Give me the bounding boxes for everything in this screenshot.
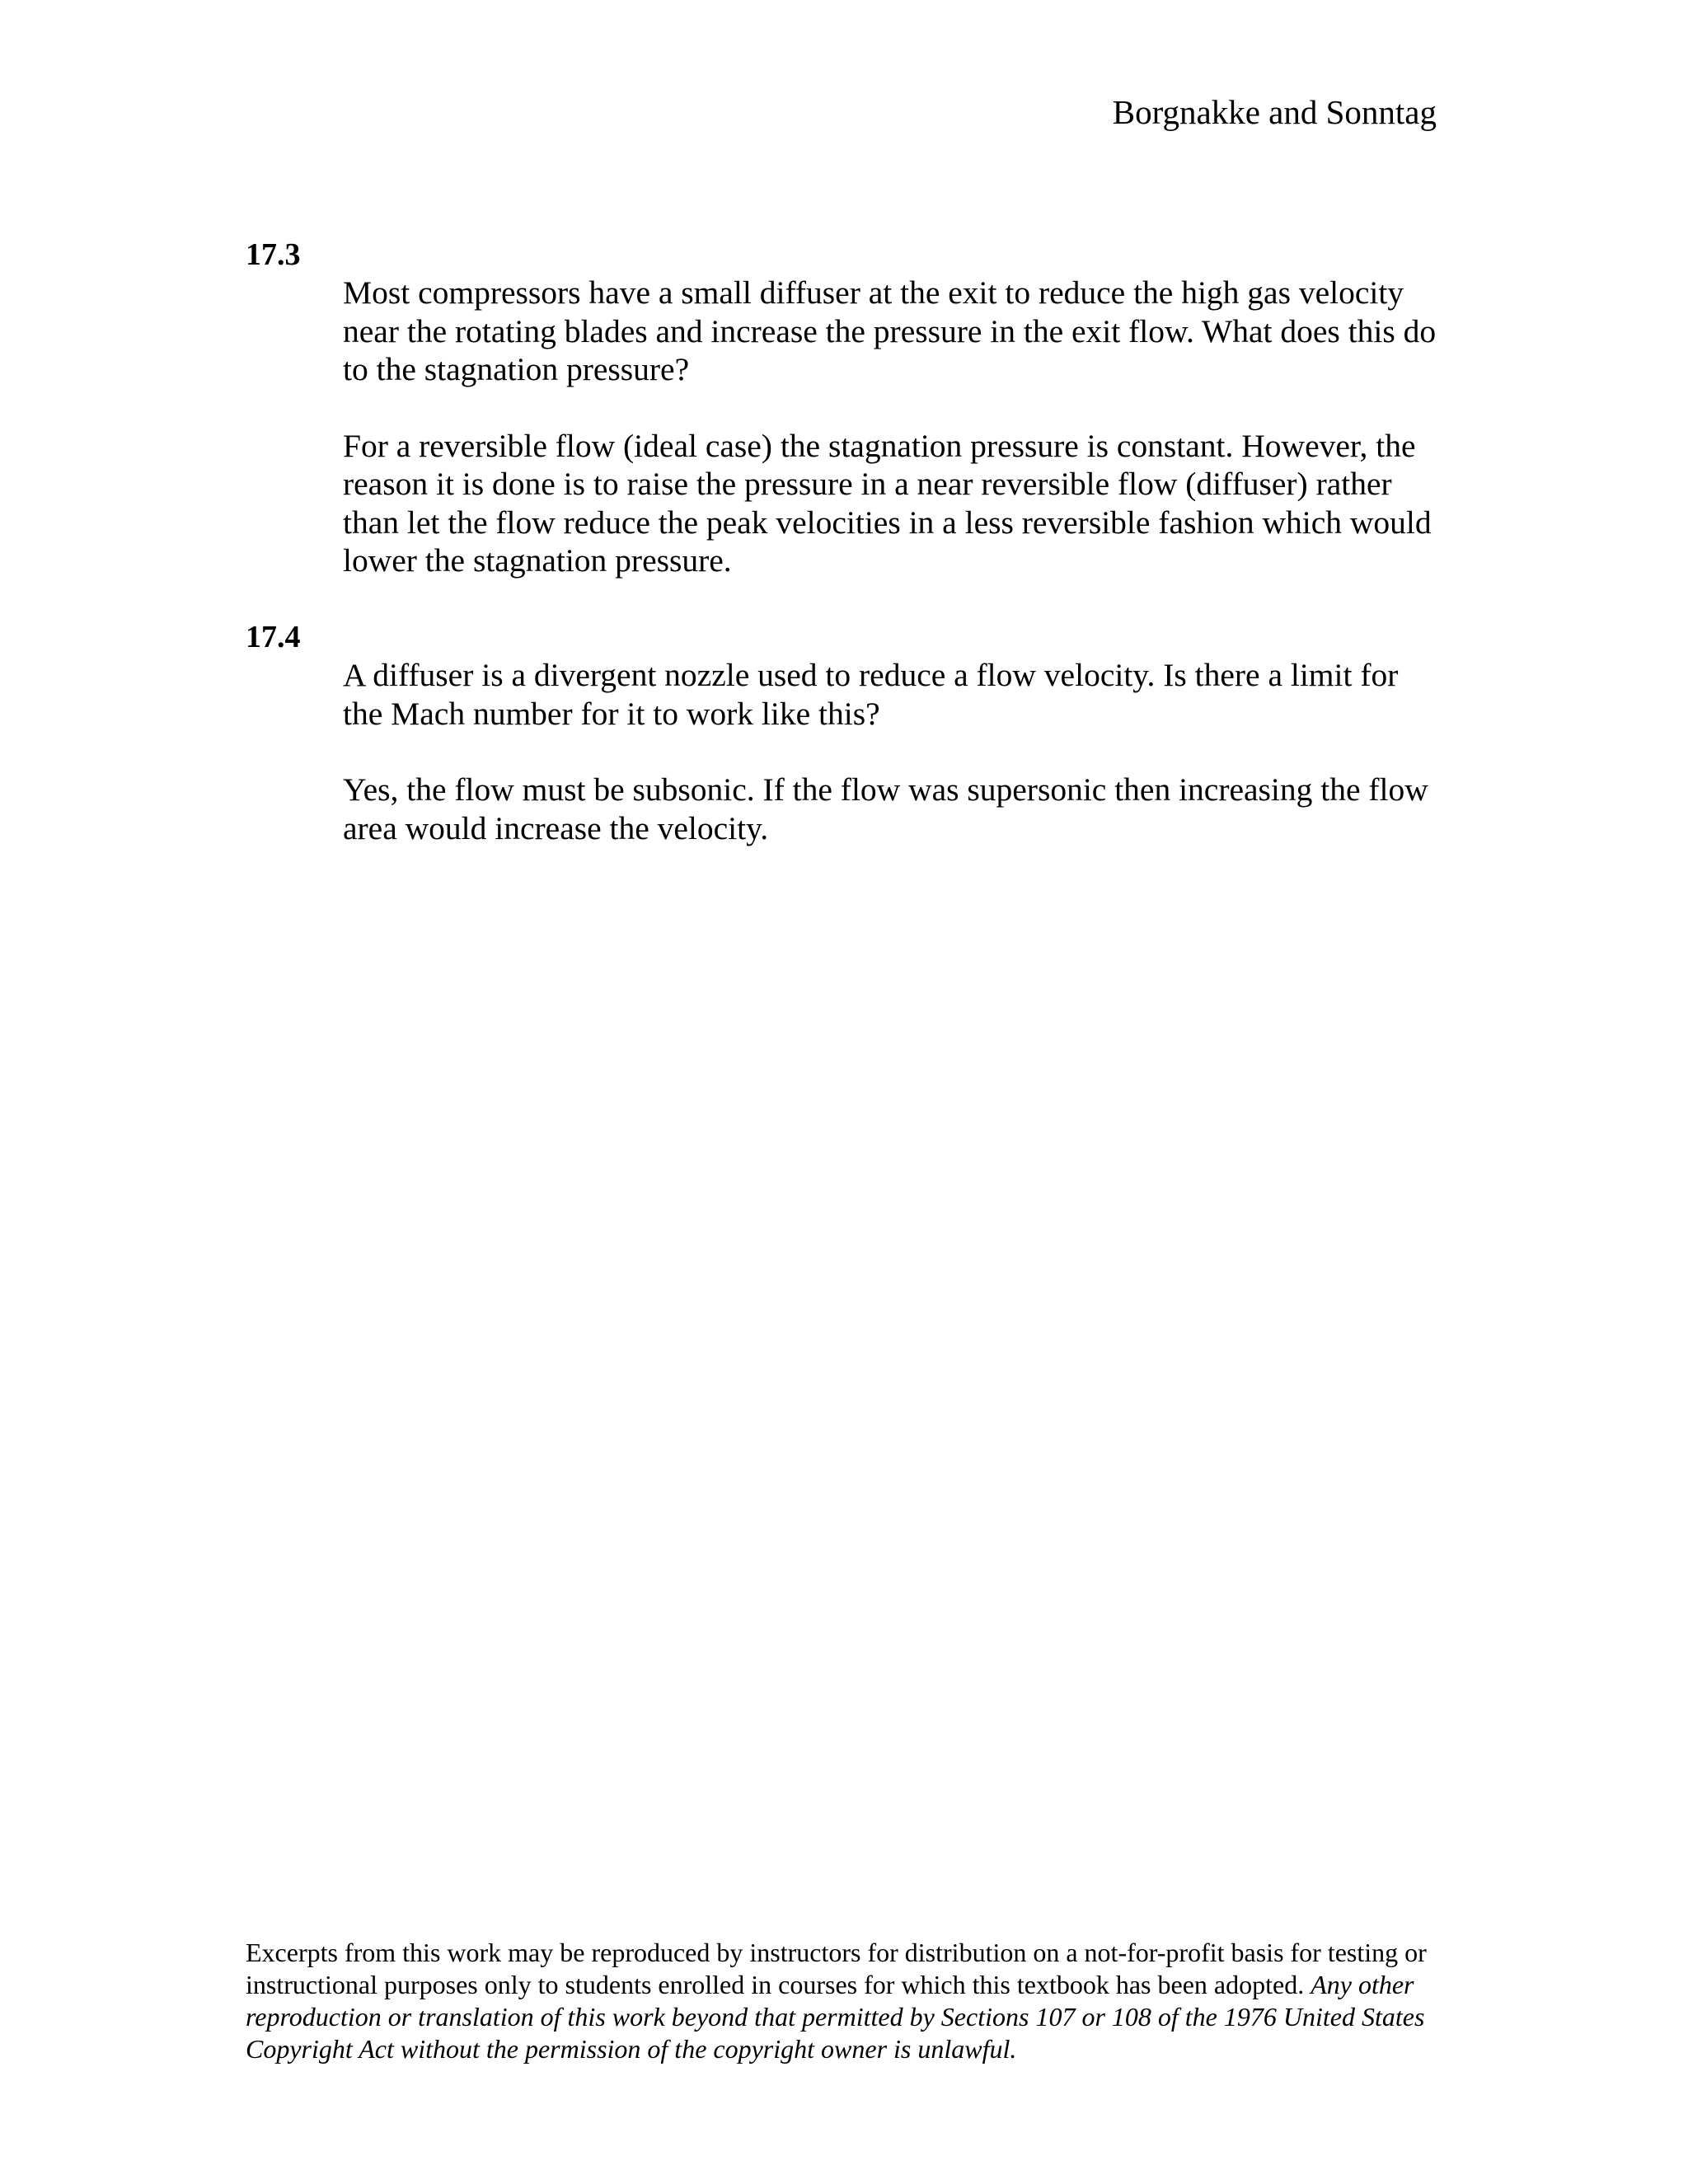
problem-answer: For a reversible flow (ideal case) the stagnation pressure is constant. However, the reason it is done is to raise the pressure in a near reversible flow (diffuser) rather than let the flow reduce the peak velocities in a less reversible fashion which would lower the stagnation pressure. xyxy=(343,427,1432,579)
copyright-footer xyxy=(246,1937,1449,2065)
footer-notice-regular: Excerpts from this work may be reproduced by instructors for distribution on a not-for-profit basis for testing or instructional purposes only to students enrolled in courses for which this textbook has been adopted. xyxy=(246,1938,1427,1999)
problem-answer: Yes, the flow must be subsonic. If the flow was supersonic then increasing the flow area would increase the velocity. xyxy=(343,771,1428,846)
problem-number: 17.4 xyxy=(246,620,301,654)
problem-question: Most compressors have a small diffuser at the exit to reduce the high gas velocity near the rotating blades and increase the pressure in the exit flow. What does this do to the stagnation pressure? xyxy=(343,274,1437,387)
footer-notice-italic: Any other reproduction or translation of this work beyond that permitted by Sections 107 or 108 of the 1976 United States Copyright Act without the permission of the copyright owner is unlawful. xyxy=(246,1970,1425,2064)
problem-number: 17.3 xyxy=(246,237,301,272)
problem-body xyxy=(343,656,1439,847)
running-header: Borgnakke and Sonntag xyxy=(1112,93,1437,131)
problem-question: A diffuser is a divergent nozzle used to reduce a flow velocity. Is there a limit for the Mach number for it to work like this? xyxy=(343,657,1399,732)
problem-body xyxy=(343,274,1439,580)
